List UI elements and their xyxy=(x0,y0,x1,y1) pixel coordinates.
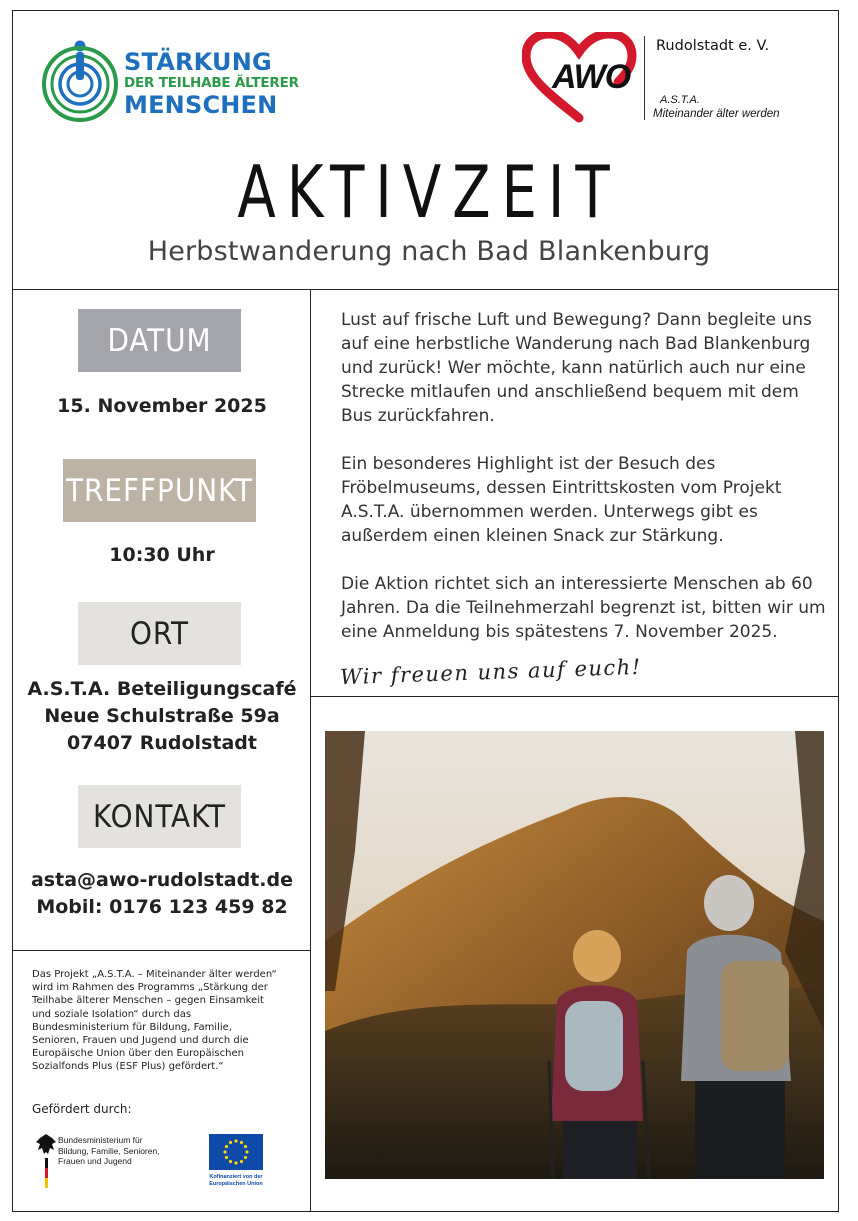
logo-line-2: DER TEILHABE ÄLTERER xyxy=(124,75,299,91)
page-subtitle: Herbstwanderung nach Bad Blankenburg xyxy=(147,236,711,267)
funding-text: Das Projekt „A.S.T.A. – Miteinander älter werden“ wird im Rahmen des Programms „Stärkung der Teilhabe älterer Menschen – gegen Einsamkeit und soziale Isolation“ durch das Bundesministerium für Bildung, Familie, Senioren, Frauen und Jugend und durch die Europäische Union über den Europäischen Sozialfonds Plus (ESF Plus) gefördert.“ xyxy=(32,969,277,1073)
awo-divider xyxy=(644,36,645,120)
awo-org-name: Rudolstadt e. V. xyxy=(656,38,770,54)
page-title: AKTIVZEIT xyxy=(237,150,621,234)
awo-wordmark: AWO xyxy=(552,58,631,96)
kontakt-phone[interactable]: Mobil: 0176 123 459 82 xyxy=(36,896,288,918)
header-divider xyxy=(12,289,839,290)
ministry-name: Bundesministerium für Bildung, Familie, Senioren, Frauen und Jugend xyxy=(58,1135,160,1166)
awo-tagline: Miteinander älter werden xyxy=(653,108,780,120)
datum-value: 15. November 2025 xyxy=(57,395,267,417)
paragraph-intro: Lust auf frische Luft und Bewegung? Dann begleite uns auf eine herbstliche Wanderung nach Bad Blankenburg und zurück! Wer möchte, kann natürlich auch nur eine Strecke mitlaufen und anschließend bequem mit dem Bus zurückfahren. xyxy=(341,310,812,426)
treffpunkt-label: TREFFPUNKT xyxy=(63,459,256,522)
paragraph-registration: Die Aktion richtet sich an interessierte Menschen ab 60 Jahren. Da die Teilnehmerzahl begrenzt ist, bitten wir um eine Anmeldung bis spätestens 7. November 2025. xyxy=(341,574,826,642)
kontakt-label: KONTAKT xyxy=(78,785,241,848)
treffpunkt-value: 10:30 Uhr xyxy=(109,544,215,566)
gefoerdert-label: Gefördert durch: xyxy=(32,1102,132,1116)
column-divider xyxy=(310,289,311,1212)
teilhabe-circles-icon xyxy=(40,40,122,130)
kontakt-info xyxy=(14,867,310,921)
ort-address xyxy=(14,676,310,757)
ort-line: A.S.T.A. Beteiligungscafé xyxy=(27,678,297,700)
logo-line-1: STÄRKUNG xyxy=(124,48,272,76)
eu-caption: Kofinanziert von der Europäischen Union xyxy=(209,1174,263,1187)
eu-flag-icon xyxy=(209,1134,263,1170)
datum-label: DATUM xyxy=(78,309,241,372)
awo-project: A.S.T.A. xyxy=(660,94,700,106)
eu-logo xyxy=(205,1134,267,1194)
ort-line: Neue Schulstraße 59a xyxy=(44,705,280,727)
kontakt-email[interactable]: asta@awo-rudolstadt.de xyxy=(30,869,293,891)
ort-line: 07407 Rudolstadt xyxy=(67,732,257,754)
paragraph-highlight: Ein besonderes Highlight ist der Besuch des Fröbelmuseums, dessen Eintrittskosten vom Projekt A.S.T.A. übernommen werden. Unterwegs gibt es außerdem einen kleinen Snack zur Stärkung. xyxy=(341,454,782,546)
hiking-couple-photo xyxy=(325,731,824,1179)
ort-label: ORT xyxy=(78,602,241,665)
awo-logo xyxy=(522,32,822,132)
logo-line-3: MENSCHEN xyxy=(124,90,278,119)
right-divider xyxy=(310,696,839,697)
signoff: Wir freuen uns auf euch! xyxy=(339,654,643,690)
federal-eagle-icon xyxy=(34,1132,58,1190)
left-divider xyxy=(12,950,310,951)
staerkung-logo xyxy=(40,40,300,130)
